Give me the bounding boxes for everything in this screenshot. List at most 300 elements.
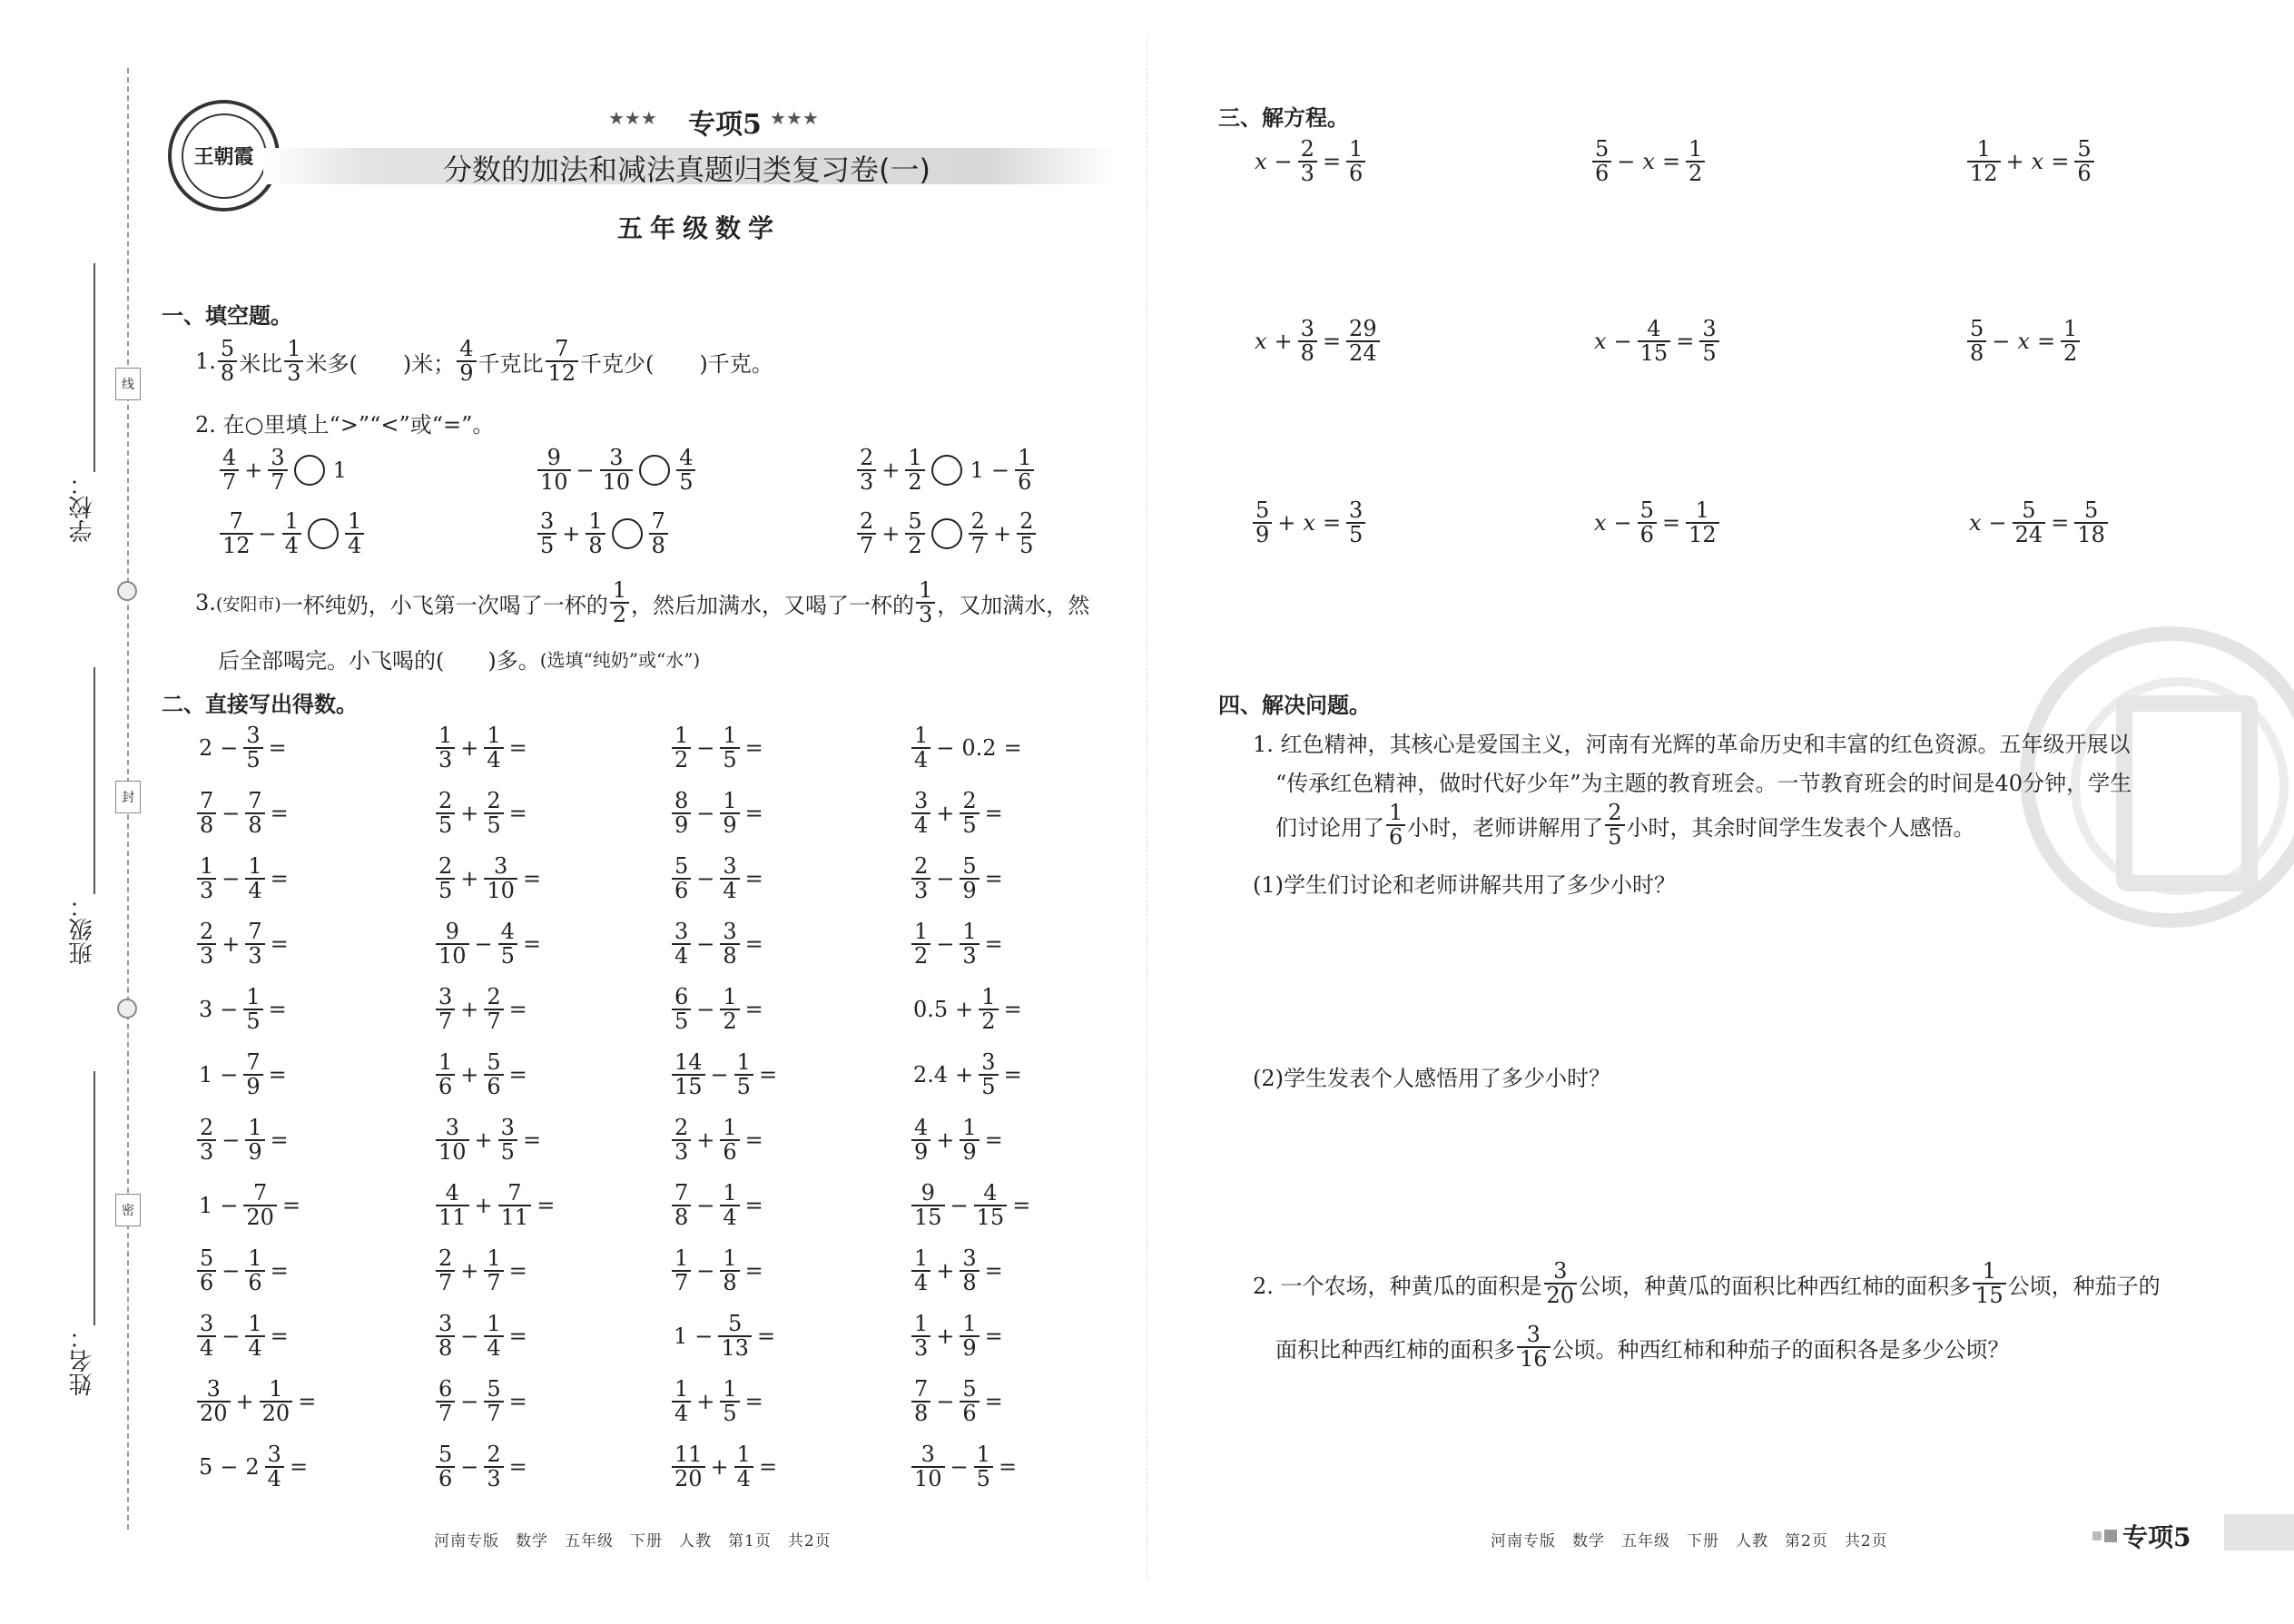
math-token: = — [508, 1258, 527, 1284]
math-token: + — [244, 458, 263, 484]
fraction: $\frac{1}{4}$ — [484, 1313, 503, 1360]
math-token: − — [222, 866, 241, 892]
math-token: + — [936, 1127, 955, 1154]
s1-q1: 1. $\frac{5}{8}$ 米比 $\frac{1}{3}$ 米多( )米； $\frac{4}{9}$ 千克比 $\frac{7}{12}$ 千克少( )千克。 — [195, 336, 773, 387]
s4-q1-sub2: (2)学生发表个人感悟用了多少小时？ — [1253, 1066, 1610, 1091]
fraction: $\frac{5}{6}$ — [1638, 499, 1657, 546]
equation-item[interactable] — [1251, 499, 1367, 546]
math-token: − — [694, 1324, 714, 1350]
fraction: $\frac{6}{5}$ — [672, 986, 691, 1033]
fraction: $\frac{2}{3}$ — [197, 1117, 216, 1164]
fraction: $\frac{1}{6}$ — [1346, 138, 1365, 185]
answer-area[interactable] — [1253, 1389, 2161, 1507]
fraction: $\frac{5}{6}$ — [2074, 138, 2093, 185]
page-title: 分数的加法和减法真题归类复习卷(一) — [443, 153, 930, 187]
fraction: $\frac{11}{20}$ — [672, 1443, 705, 1491]
fraction: $\frac{5}{13}$ — [718, 1313, 752, 1360]
mental-math-item[interactable] — [910, 1313, 1007, 1360]
math-token: = — [744, 1389, 763, 1415]
footer-left: 河南专版 数学 五年级 下册 人教 第1页 共2页 — [434, 1532, 832, 1550]
math-token: − — [936, 1389, 955, 1415]
mental-math-item[interactable] — [195, 1313, 292, 1360]
mental-math-item[interactable] — [910, 1378, 1007, 1425]
fraction: $\frac{5}{9}$ — [1253, 499, 1272, 546]
math-token: − — [696, 735, 715, 762]
math-token: − — [220, 735, 239, 762]
mental-math-item[interactable] — [670, 1443, 781, 1491]
fraction: $\frac{5}{24}$ — [2013, 499, 2046, 546]
math-token: − — [222, 801, 241, 827]
footer-right: 河南专版 数学 五年级 下册 人教 第2页 共2页 — [1491, 1532, 1888, 1550]
section1-heading: 一、填空题。 — [162, 303, 292, 329]
math-token: = — [984, 801, 1003, 827]
math-token: − — [220, 1193, 239, 1219]
name-line — [94, 1071, 95, 1325]
answer-area[interactable] — [1253, 1098, 2161, 1244]
footer-badge-wrap — [2092, 1518, 2191, 1554]
fraction: $\frac{1}{3}$ — [916, 579, 935, 626]
mental-math-item[interactable] — [195, 1443, 311, 1491]
variable: x — [1594, 510, 1607, 536]
math-token: = — [270, 1258, 289, 1284]
math-token: − — [936, 931, 955, 958]
math-token: + — [235, 1389, 254, 1415]
mental-math-item[interactable] — [670, 1378, 767, 1425]
math-token: 2.4 — [913, 1062, 949, 1088]
math-token: = — [984, 1324, 1003, 1350]
fraction: $\frac{3}{7}$ — [436, 986, 455, 1033]
equation-item[interactable] — [1251, 318, 1382, 365]
math-token: − — [576, 458, 595, 484]
fraction: $\frac{1}{4}$ — [911, 1247, 930, 1294]
math-token: − — [696, 931, 715, 958]
math-token: − — [696, 1193, 715, 1219]
fraction: $\frac{3}{4}$ — [197, 1313, 216, 1360]
fraction: $\frac{3}{5}$ — [498, 1117, 517, 1164]
s4-q1-line2: “传承红色精神，做时代好少年”为主题的教育班会。一节教育班会的时间是40分钟，学生 — [1275, 771, 2132, 796]
math-token: + — [696, 1127, 715, 1154]
math-token: 1 — [199, 1062, 213, 1088]
logo-text: 王朝霞 — [182, 113, 267, 199]
fraction: $\frac{3}{4}$ — [720, 855, 739, 902]
fraction: $\frac{3}{10}$ — [600, 447, 634, 494]
math-token: = — [744, 1258, 763, 1284]
math-token: 0.5 — [913, 997, 949, 1023]
math-token: = — [998, 1454, 1018, 1481]
math-token: = — [1322, 329, 1342, 355]
equation-item[interactable] — [1590, 499, 1721, 546]
mental-math-item[interactable] — [910, 1247, 1007, 1294]
fraction: $\frac{3}{20}$ — [1544, 1260, 1578, 1307]
mental-math-item[interactable] — [670, 724, 767, 772]
math-token: = — [744, 801, 763, 827]
mental-math-item[interactable] — [670, 1313, 779, 1360]
math-token: = — [508, 735, 527, 762]
fraction: $\frac{29}{24}$ — [1346, 318, 1380, 365]
fraction: $\frac{6}{7}$ — [436, 1378, 455, 1425]
math-token: = — [744, 1127, 763, 1154]
equation-item[interactable] — [1590, 138, 1707, 185]
math-token: 0.2 — [961, 735, 997, 762]
fraction: $\frac{5}{6}$ — [484, 1051, 503, 1098]
mental-math-item[interactable] — [195, 1378, 320, 1425]
fraction: $\frac{1}{8}$ — [720, 1247, 739, 1294]
fraction: $\frac{3}{16}$ — [1517, 1324, 1551, 1371]
mental-math-item[interactable] — [910, 986, 1026, 1033]
fraction: $\frac{1}{7}$ — [672, 1247, 691, 1294]
mental-math-item[interactable] — [670, 1182, 767, 1229]
fraction: $\frac{5}{6}$ — [672, 855, 691, 902]
fraction: $\frac{5}{6}$ — [436, 1443, 455, 1491]
mental-math-item[interactable] — [434, 855, 545, 902]
math-token: 2 — [199, 735, 213, 762]
math-token: 3 — [199, 997, 213, 1023]
variable: x — [1594, 329, 1607, 355]
math-token: + — [460, 866, 479, 892]
compare-item[interactable] — [855, 510, 1038, 557]
class-label: 班级： — [69, 894, 96, 965]
fraction: $\frac{7}{8}$ — [911, 1378, 930, 1425]
math-token: − — [460, 1324, 479, 1350]
math-token: = — [1676, 329, 1695, 355]
mental-math-item[interactable] — [434, 1313, 531, 1360]
fraction: $\frac{2}{5}$ — [436, 855, 455, 902]
fraction: $\frac{1}{5}$ — [720, 724, 739, 772]
compare-item[interactable] — [855, 447, 1036, 494]
mental-math-item[interactable] — [195, 1051, 290, 1098]
s4-q2-line1: 2. 一个农场，种黄瓜的面积是 $\frac{3}{20}$ 公顷，种黄瓜的面积比种西红柿的面积多 $\frac{1}{15}$ 公顷，种茄子的 — [1253, 1258, 2161, 1309]
math-token: = — [758, 1062, 778, 1088]
fraction: $\frac{7}{11}$ — [498, 1182, 532, 1229]
math-token: = — [281, 1193, 301, 1219]
equation-item[interactable] — [1965, 138, 2096, 185]
fraction: $\frac{1}{9}$ — [960, 1313, 979, 1360]
equation-item[interactable] — [1965, 318, 2082, 365]
math-token: = — [508, 801, 527, 827]
mental-math-item[interactable] — [670, 1247, 767, 1294]
mental-math-item[interactable] — [434, 790, 531, 837]
math-token: = — [270, 1324, 289, 1350]
mental-math-item[interactable] — [195, 986, 290, 1033]
compare-item[interactable] — [218, 510, 366, 557]
math-token: + — [460, 1062, 479, 1088]
fraction: $\frac{1}{4}$ — [911, 724, 930, 772]
fraction: $\frac{1}{2}$ — [905, 447, 924, 494]
math-token: 1 — [970, 458, 984, 484]
math-token: = — [268, 997, 287, 1023]
mental-math-item[interactable] — [434, 1443, 531, 1491]
fraction: $\frac{2}{3}$ — [484, 1443, 503, 1491]
mental-math-item[interactable] — [434, 1182, 558, 1229]
math-token: − — [1613, 329, 1632, 355]
math-token: = — [744, 931, 763, 958]
fraction: $\frac{3}{4}$ — [672, 920, 691, 968]
math-token: − — [696, 866, 715, 892]
compare-item[interactable] — [218, 447, 350, 494]
math-token: + — [460, 735, 479, 762]
compare-circle-icon[interactable] — [294, 455, 325, 486]
math-token: = — [1012, 1193, 1031, 1219]
math-token: − — [220, 1454, 239, 1481]
math-token: = — [758, 1454, 778, 1481]
equation-item[interactable] — [1251, 138, 1367, 185]
mental-math-item[interactable] — [434, 724, 531, 772]
mental-math-item[interactable] — [434, 920, 545, 968]
binding-mark-line: 线 — [115, 368, 141, 400]
fraction: $\frac{1}{3}$ — [911, 1313, 930, 1360]
fraction: $\frac{1}{5}$ — [243, 986, 262, 1033]
fraction: $\frac{1}{9}$ — [245, 1117, 264, 1164]
math-token: + — [955, 997, 974, 1023]
math-token: = — [522, 1127, 542, 1154]
math-token: − — [460, 1389, 479, 1415]
math-token: = — [984, 866, 1003, 892]
fraction: $\frac{1}{4}$ — [720, 1182, 739, 1229]
mental-math-item[interactable] — [670, 1117, 767, 1164]
math-token: − — [222, 1258, 241, 1284]
math-token: = — [1322, 149, 1342, 175]
fraction: $\frac{14}{15}$ — [672, 1051, 705, 1098]
s1-q2-prompt: 2. 在○里填上“>”“<”或“=”。 — [195, 412, 495, 438]
mental-math-item[interactable] — [910, 855, 1007, 902]
math-token: + — [562, 521, 581, 547]
math-token: = — [508, 1389, 527, 1415]
mental-math-item[interactable] — [910, 724, 1026, 772]
math-token: + — [955, 1062, 974, 1088]
math-token: = — [744, 997, 763, 1023]
fraction: $\frac{4}{5}$ — [498, 920, 517, 968]
fraction: $\frac{5}{7}$ — [484, 1378, 503, 1425]
fraction: $\frac{7}{8}$ — [245, 790, 264, 837]
badge-stars-left: ★★★ — [608, 107, 657, 129]
compare-item[interactable] — [536, 510, 670, 557]
answer-area[interactable] — [1253, 903, 2161, 1048]
mental-math-item[interactable] — [434, 1247, 531, 1294]
mental-math-item[interactable] — [910, 790, 1007, 837]
math-token: + — [881, 458, 901, 484]
compare-circle-icon[interactable] — [308, 518, 339, 549]
math-token: − — [1992, 329, 2011, 355]
fraction: $\frac{1}{3}$ — [960, 920, 979, 968]
fraction: $\frac{3}{5}$ — [1699, 318, 1718, 365]
fraction: $\frac{3}{5}$ — [243, 724, 262, 772]
math-token: − — [710, 1062, 729, 1088]
math-token: = — [289, 1454, 309, 1481]
fraction: $\frac{7}{8}$ — [649, 510, 668, 557]
mental-math-item[interactable] — [910, 1443, 1020, 1491]
fraction: $\frac{3}{8}$ — [436, 1313, 455, 1360]
binding-mark-seal: 封 — [115, 781, 141, 813]
math-token: − — [222, 1324, 241, 1350]
variable: x — [2031, 149, 2044, 175]
math-token: − — [220, 1062, 239, 1088]
math-token: − — [1617, 149, 1636, 175]
mental-math-item[interactable] — [670, 855, 767, 902]
fraction: $\frac{1}{3}$ — [284, 338, 303, 385]
math-token: + — [460, 997, 479, 1023]
compare-circle-icon[interactable] — [931, 455, 962, 486]
equation-item[interactable] — [1590, 318, 1721, 365]
math-token: + — [936, 1258, 955, 1284]
math-token: + — [474, 1193, 493, 1219]
mental-math-item[interactable] — [670, 920, 767, 968]
s4-q1-sub1: (1)学生们讨论和老师讲解共用了多少小时？ — [1253, 872, 1676, 898]
fraction: $\frac{1}{9}$ — [720, 790, 739, 837]
math-token: = — [1322, 510, 1342, 536]
fraction: $\frac{3}{8}$ — [720, 920, 739, 968]
school-label: 学校： — [69, 472, 96, 543]
fraction: $\frac{1}{3}$ — [197, 855, 216, 902]
math-token: − — [696, 1258, 715, 1284]
math-token: − — [990, 458, 1010, 484]
mental-math-item[interactable] — [434, 1378, 531, 1425]
fraction: $\frac{1}{12}$ — [1686, 499, 1719, 546]
binding-hole-icon — [117, 999, 137, 1019]
mental-math-item[interactable] — [195, 855, 292, 902]
mental-math-item[interactable] — [670, 790, 767, 837]
math-token: = — [508, 1454, 527, 1481]
s4-q2-line2: 面积比种西红柿的面积多 $\frac{3}{16}$ 公顷。种西红柿和种茄子的面积各是多少公顷？ — [1275, 1322, 2010, 1373]
variable: x — [1303, 510, 1315, 536]
fraction: $\frac{7}{8}$ — [672, 1182, 691, 1229]
math-token: − — [696, 801, 715, 827]
math-token: − — [950, 1193, 969, 1219]
fraction: $\frac{1}{6}$ — [436, 1051, 455, 1098]
math-token: + — [460, 1258, 479, 1284]
fraction: $\frac{1}{2}$ — [720, 986, 739, 1033]
math-token: = — [984, 1389, 1003, 1415]
fraction: $\frac{1}{4}$ — [484, 724, 503, 772]
compare-circle-icon[interactable] — [931, 518, 962, 549]
fraction: $\frac{1}{2}$ — [2061, 318, 2080, 365]
mental-math-item[interactable] — [434, 1117, 545, 1164]
variable: x — [1255, 329, 1267, 355]
mental-math-item[interactable] — [910, 1117, 1007, 1164]
math-token: = — [298, 1389, 317, 1415]
decor-square-icon — [2104, 1530, 2117, 1542]
math-token: = — [508, 997, 527, 1023]
decor-square-icon — [2092, 1531, 2102, 1540]
fraction: $\frac{4}{5}$ — [676, 447, 695, 494]
fraction: $\frac{1}{8}$ — [586, 510, 605, 557]
mental-math-item[interactable] — [195, 724, 290, 772]
section4-heading: 四、解决问题。 — [1218, 693, 1371, 718]
fraction: $\frac{3}{20}$ — [197, 1378, 231, 1425]
fraction: $\frac{5}{6}$ — [960, 1378, 979, 1425]
mental-math-item[interactable] — [195, 920, 292, 968]
mental-math-item[interactable] — [195, 1182, 304, 1229]
math-token: = — [744, 735, 763, 762]
fraction: $\frac{5}{2}$ — [905, 510, 924, 557]
mental-math-item[interactable] — [434, 986, 531, 1033]
variable: x — [1255, 149, 1267, 175]
math-token: = — [1003, 735, 1022, 762]
compare-circle-icon[interactable] — [612, 518, 643, 549]
fraction: $\frac{7}{20}$ — [243, 1182, 277, 1229]
fraction: $\frac{4}{9}$ — [911, 1117, 930, 1164]
fraction: $\frac{3}{10}$ — [484, 855, 517, 902]
mental-math-item[interactable] — [195, 790, 292, 837]
math-token: = — [2036, 329, 2056, 355]
math-token: = — [1661, 510, 1681, 536]
fraction: $\frac{3}{8}$ — [1298, 318, 1317, 365]
math-token: = — [508, 1324, 527, 1350]
fraction: $\frac{2}{5}$ — [436, 790, 455, 837]
fraction: $\frac{5}{9}$ — [960, 855, 979, 902]
math-token: + — [710, 1454, 729, 1481]
math-token: = — [270, 1127, 289, 1154]
fraction: $\frac{9}{10}$ — [537, 447, 571, 494]
fraction: $\frac{3}{4}$ — [265, 1443, 284, 1491]
fraction: $\frac{1}{6}$ — [245, 1247, 264, 1294]
fraction: $\frac{5}{18}$ — [2074, 499, 2108, 546]
fraction: $\frac{5}{6}$ — [1592, 138, 1611, 185]
fraction: $\frac{1}{4}$ — [245, 1313, 264, 1360]
math-token: + — [881, 521, 901, 547]
fraction: $\frac{2}{7}$ — [484, 986, 503, 1033]
math-token: 1 — [199, 1193, 213, 1219]
variable: x — [2017, 329, 2030, 355]
fraction: $\frac{1}{2}$ — [1686, 138, 1705, 185]
compare-item[interactable] — [536, 447, 697, 494]
compare-circle-icon[interactable] — [639, 455, 670, 486]
fraction: $\frac{1}{4}$ — [282, 510, 301, 557]
fraction: $\frac{5}{8}$ — [1967, 318, 1986, 365]
fraction: $\frac{1}{20}$ — [260, 1378, 293, 1425]
fraction: $\frac{7}{12}$ — [546, 338, 579, 385]
math-token: − — [936, 866, 955, 892]
fraction: $\frac{4}{7}$ — [220, 447, 239, 494]
mental-math-item[interactable] — [670, 1051, 781, 1098]
equation-item[interactable] — [1965, 499, 2110, 546]
fraction: $\frac{2}{3}$ — [911, 855, 930, 902]
fraction: $\frac{2}{3}$ — [672, 1117, 691, 1164]
fraction: $\frac{1}{6}$ — [1015, 447, 1034, 494]
math-token: + — [222, 931, 241, 958]
math-token: = — [744, 866, 763, 892]
fraction: $\frac{1}{4}$ — [345, 510, 364, 557]
mental-math-item[interactable] — [910, 1182, 1034, 1229]
math-token: = — [268, 735, 287, 762]
fraction: $\frac{2}{5}$ — [1605, 802, 1624, 849]
fraction: $\frac{4}{9}$ — [457, 338, 476, 385]
mental-math-item[interactable] — [910, 920, 1007, 968]
mental-math-item[interactable] — [195, 1117, 292, 1164]
mental-math-item[interactable] — [670, 986, 767, 1033]
mental-math-item[interactable] — [434, 1051, 531, 1098]
math-token: = — [270, 866, 289, 892]
fraction: $\frac{3}{5}$ — [1346, 499, 1365, 546]
page-subtitle: 五年级数学 — [617, 213, 782, 243]
s4-q1-line1: 1. 红色精神，其核心是爱国主义，河南有光辉的革命历史和丰富的红色资源。五年级开展以 — [1253, 732, 2131, 757]
binding-mark-secret: 密 — [115, 1194, 141, 1226]
math-token: + — [1277, 510, 1296, 536]
math-token: + — [474, 1127, 493, 1154]
fraction: $\frac{1}{9}$ — [960, 1117, 979, 1164]
footer-badge: 专项5 — [2122, 1522, 2191, 1552]
fraction: $\frac{2}{7}$ — [436, 1247, 455, 1294]
math-token: = — [522, 931, 542, 958]
math-token: + — [936, 801, 955, 827]
fraction: $\frac{3}{7}$ — [268, 447, 287, 494]
math-token: + — [1274, 329, 1293, 355]
fraction: $\frac{2}{5}$ — [960, 790, 979, 837]
section2-heading: 二、直接写出得数。 — [162, 692, 358, 717]
mental-math-item[interactable] — [910, 1051, 1026, 1098]
fraction: $\frac{4}{15}$ — [974, 1182, 1008, 1229]
mental-math-item[interactable] — [195, 1247, 292, 1294]
fraction: $\frac{1}{5}$ — [720, 1378, 739, 1425]
